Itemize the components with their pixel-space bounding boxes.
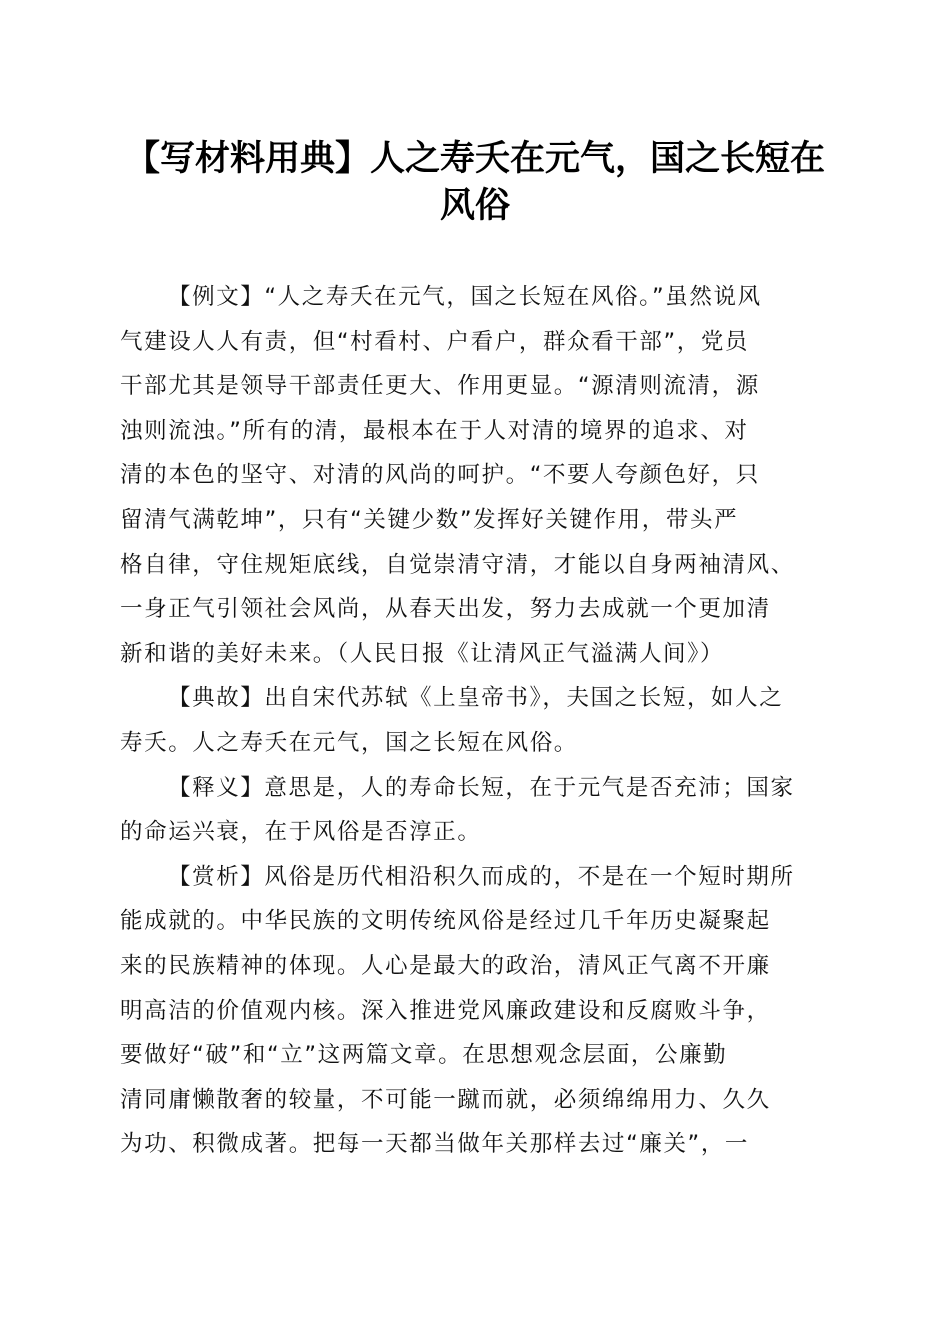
text-line: 的命运兴衰，在于风俗是否淳正。 [120, 819, 482, 846]
text-line: 清的本色的坚守、对清的风尚的呵护。“不要人夸颜色好，只 [120, 462, 760, 489]
document-title [100, 135, 850, 229]
text-line: 【赏析】风俗是历代相沿积久而成的，不是在一个短时期所 [168, 863, 795, 890]
text-line: 留清气满乾坤”，只有“关键少数”发挥好关键作用，带头严 [120, 506, 739, 533]
text-line: 格自律，守住规矩底线，自觉崇清守清，才能以自身两袖清风、 [120, 551, 795, 578]
text-line: 气建设人人有责，但“村看村、户看户，群众看干部”，党员 [120, 328, 750, 355]
paragraph-analysis [120, 855, 832, 1167]
text-line: 明高洁的价值观内核。深入推进党风廉政建设和反腐败斗争， [120, 997, 771, 1024]
text-line: 【例文】“人之寿夭在元气，国之长短在风俗。”虽然说风 [168, 284, 762, 310]
text-line: 为功、积微成著。把每一天都当做年关那样去过“廉关”，一 [120, 1131, 750, 1158]
paragraph-allusion [120, 676, 832, 765]
text-line: 来的民族精神的体现。人心是最大的政治，清风正气离不开廉 [120, 952, 771, 979]
text-line: 干部尤其是领导干部责任更大、作用更显。“源清则流清，源 [120, 373, 760, 400]
text-line: 寿夭。人之寿夭在元气，国之长短在风俗。 [120, 729, 578, 756]
paragraph-meaning [120, 766, 832, 855]
text-line: 浊则流浊。”所有的清，最根本在于人对清的境界的追求、对 [120, 417, 749, 444]
title-line-1: 【写材料用典】人之寿夭在元气，国之长短在 [124, 138, 825, 179]
text-line: 【典故】出自宋代苏轼《上皇帝书》，夫国之长短，如人之 [168, 685, 784, 712]
text-line: 一身正气引领社会风尚，从春天出发，努力去成就一个更加清 [120, 596, 771, 623]
paragraph-example [120, 275, 832, 676]
text-line: 要做好“破”和“立”这两篇文章。在思想观念层面，公廉勤 [120, 1042, 728, 1069]
text-line: 新和谐的美好未来。（人民日报《让清风正气溢满人间》） [120, 640, 725, 667]
text-line: 能成就的。中华民族的文明传统风俗是经过几千年历史凝聚起 [120, 908, 771, 935]
text-line: 【释义】意思是，人的寿命长短，在于元气是否充沛；国家 [168, 774, 795, 801]
text-line: 清同庸懒散奢的较量，不可能一蹴而就，必须绵绵用力、久久 [120, 1086, 771, 1113]
title-line-2: 风俗 [439, 185, 510, 226]
document-body [120, 275, 832, 1167]
